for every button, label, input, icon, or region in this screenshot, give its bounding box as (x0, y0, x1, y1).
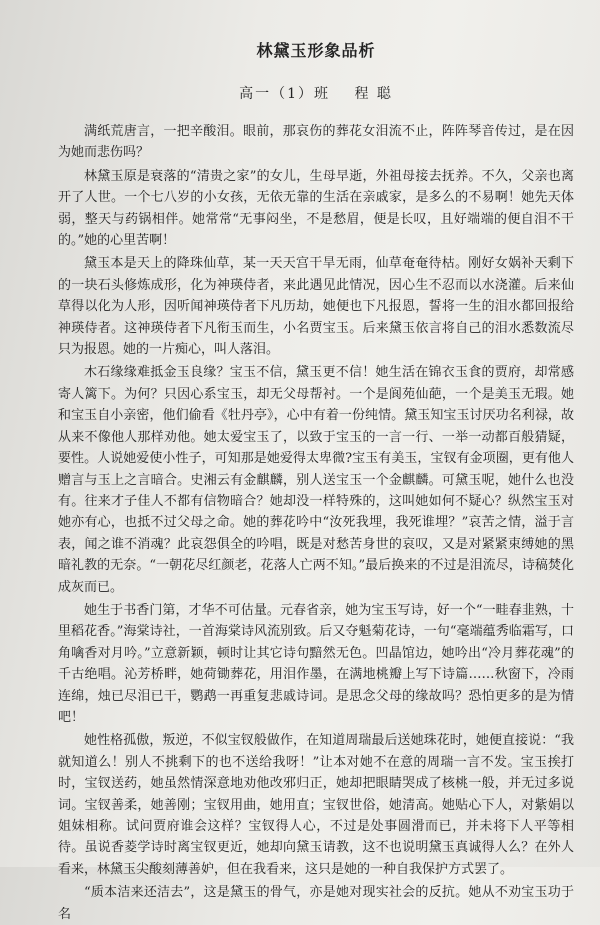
paragraph: 她生于书香门第，才华不可估量。元春省亲，她为宝玉写诗，好一个“一畦春韭熟，十里稻花香。”海棠诗社，一首海棠诗风流别致。后又夺魁菊花诗，一句“毫端蕴秀临霜写，口角噙香对月吟。”立意新颖，顿时让其它诗句黯然无色。凹晶馆边，她吟出“冷月葬花魂”的千古绝唱。沁芳桥畔，她荷锄葬花，用泪作墨，在满地桃瓣上写下诗篇……秋窗下，冷雨连绵，烛已尽泪已干，鹦鹉一再重复悲戚诗词。是思念父母的缘故吗？恐怕更多的是为情吧！ (58, 602, 574, 725)
author-name: 程 聪 (354, 86, 393, 102)
document-title: 林黛玉形象品析 (256, 41, 376, 60)
document-body (58, 121, 574, 925)
paragraph: 她性格孤傲，叛逆，不似宝钗般做作，在知道周瑞最后送她珠花时，她便直接说：“我就知道么！别人不挑剩下的也不送给我呀！”让本对她不在意的周瑞一言不发。宝玉挨打时，宝钗送药，她虽然情深意地劝他改邪归正，她却把眼睛哭成了核桃一般，并无过多说词。宝钗善柔，她善刚；宝钗用曲，她用直；宝钗世俗，她清高。她贴心下人，对紫娟以姐妹相称。试问贾府谁会这样？宝钗得人心，不过是处事圆滑而已，并未将下人平等相待。虽说香菱学诗时离宝钗更近，她却向黛玉请教，这不也说明黛玉真诚得人么？在外人看来，林黛玉尖酸刻薄善妒，但在我看来，这只是她的一种自我保护方式罢了。 (58, 733, 574, 877)
paragraph: 满纸荒唐言，一把辛酸泪。眼前，那哀伤的葬花女泪流不止，阵阵琴音传过，是在因为她而悲伤吗？ (58, 124, 574, 161)
byline (58, 83, 574, 103)
paragraph: 黛玉本是天上的降珠仙草，某一天天宫干旱无雨，仙草奄奄待枯。刚好女娲补天剩下的一块石头修炼成形，化为神瑛侍者，来此遇见此情况，因心生不忍而以水浇灌。后来仙草得以化为人形，因听闻神瑛侍者下凡历劫，她便也下凡报恩，誓将一生的泪水都回报给神瑛侍者。这神瑛侍者下凡衔玉而生，小名贾宝玉。后来黛玉依言将自己的泪水悉数流尽只为报恩。她的一片痴心，叫人落泪。 (58, 256, 574, 358)
paragraph: 林黛玉原是衰落的“清贵之家”的女儿，生母早逝，外祖母接去抚养。不久，父亲也离开了人世。一个七八岁的小女孩，无依无靠的生活在亲戚家，是多么的不易啊！她先天体弱，整天与药锅相伴。她常常“无事闷坐，不是愁眉，便是长叹，且好端端的便自泪不干的。”她的心里苦啊！ (58, 168, 574, 249)
paragraph: “质本洁来还洁去”，这是黛玉的骨气，亦是她对现实社会的反抗。她从不劝宝玉功于名 (58, 885, 574, 922)
class-label: 高一（1）班 (239, 86, 330, 102)
paragraph: 木石缘缘难抵金玉良缘？宝玉不信，黛玉更不信！她生活在锦衣玉食的贾府，却常感寄人篱下。为何？只因心系宝玉，却无父母帮衬。一个是阆苑仙葩，一个是美玉无瑕。她和宝玉自小亲密，他们偷看《牡丹亭》，心中有着一份纯情。黛玉知宝玉讨厌功名利禄，故从来不像他人那样劝他。她太爱宝玉了，以致于宝玉的一言一行、一举一动都百般猜疑，要性。人说她爱使小性子，可知那是她爱得太卑微?宝玉有美玉，宝钗有金项圈，更有他人赠言与玉上之言暗合。史湘云有金麒麟，别人送宝玉一个金麒麟。可黛玉呢，她什么也没有。往来才子佳人不都有信物暗合？她却没一样特殊的，这叫她如何不疑心？纵然宝玉对她亦有心，也抵不过父母之命。她的葬花吟中“汝死我埋，我死谁埋？”哀苦之情，溢于言表，闻之谁不消魂？此哀怨俱全的吟唱，既是对愁苦身世的哀叹，又是对紧紧束缚她的黑暗礼教的无奈。“一朝花尽红颜老，花落人亡两不知。”最后换来的不过是泪流尽，诗稿焚化成灰而已。 (58, 365, 574, 595)
